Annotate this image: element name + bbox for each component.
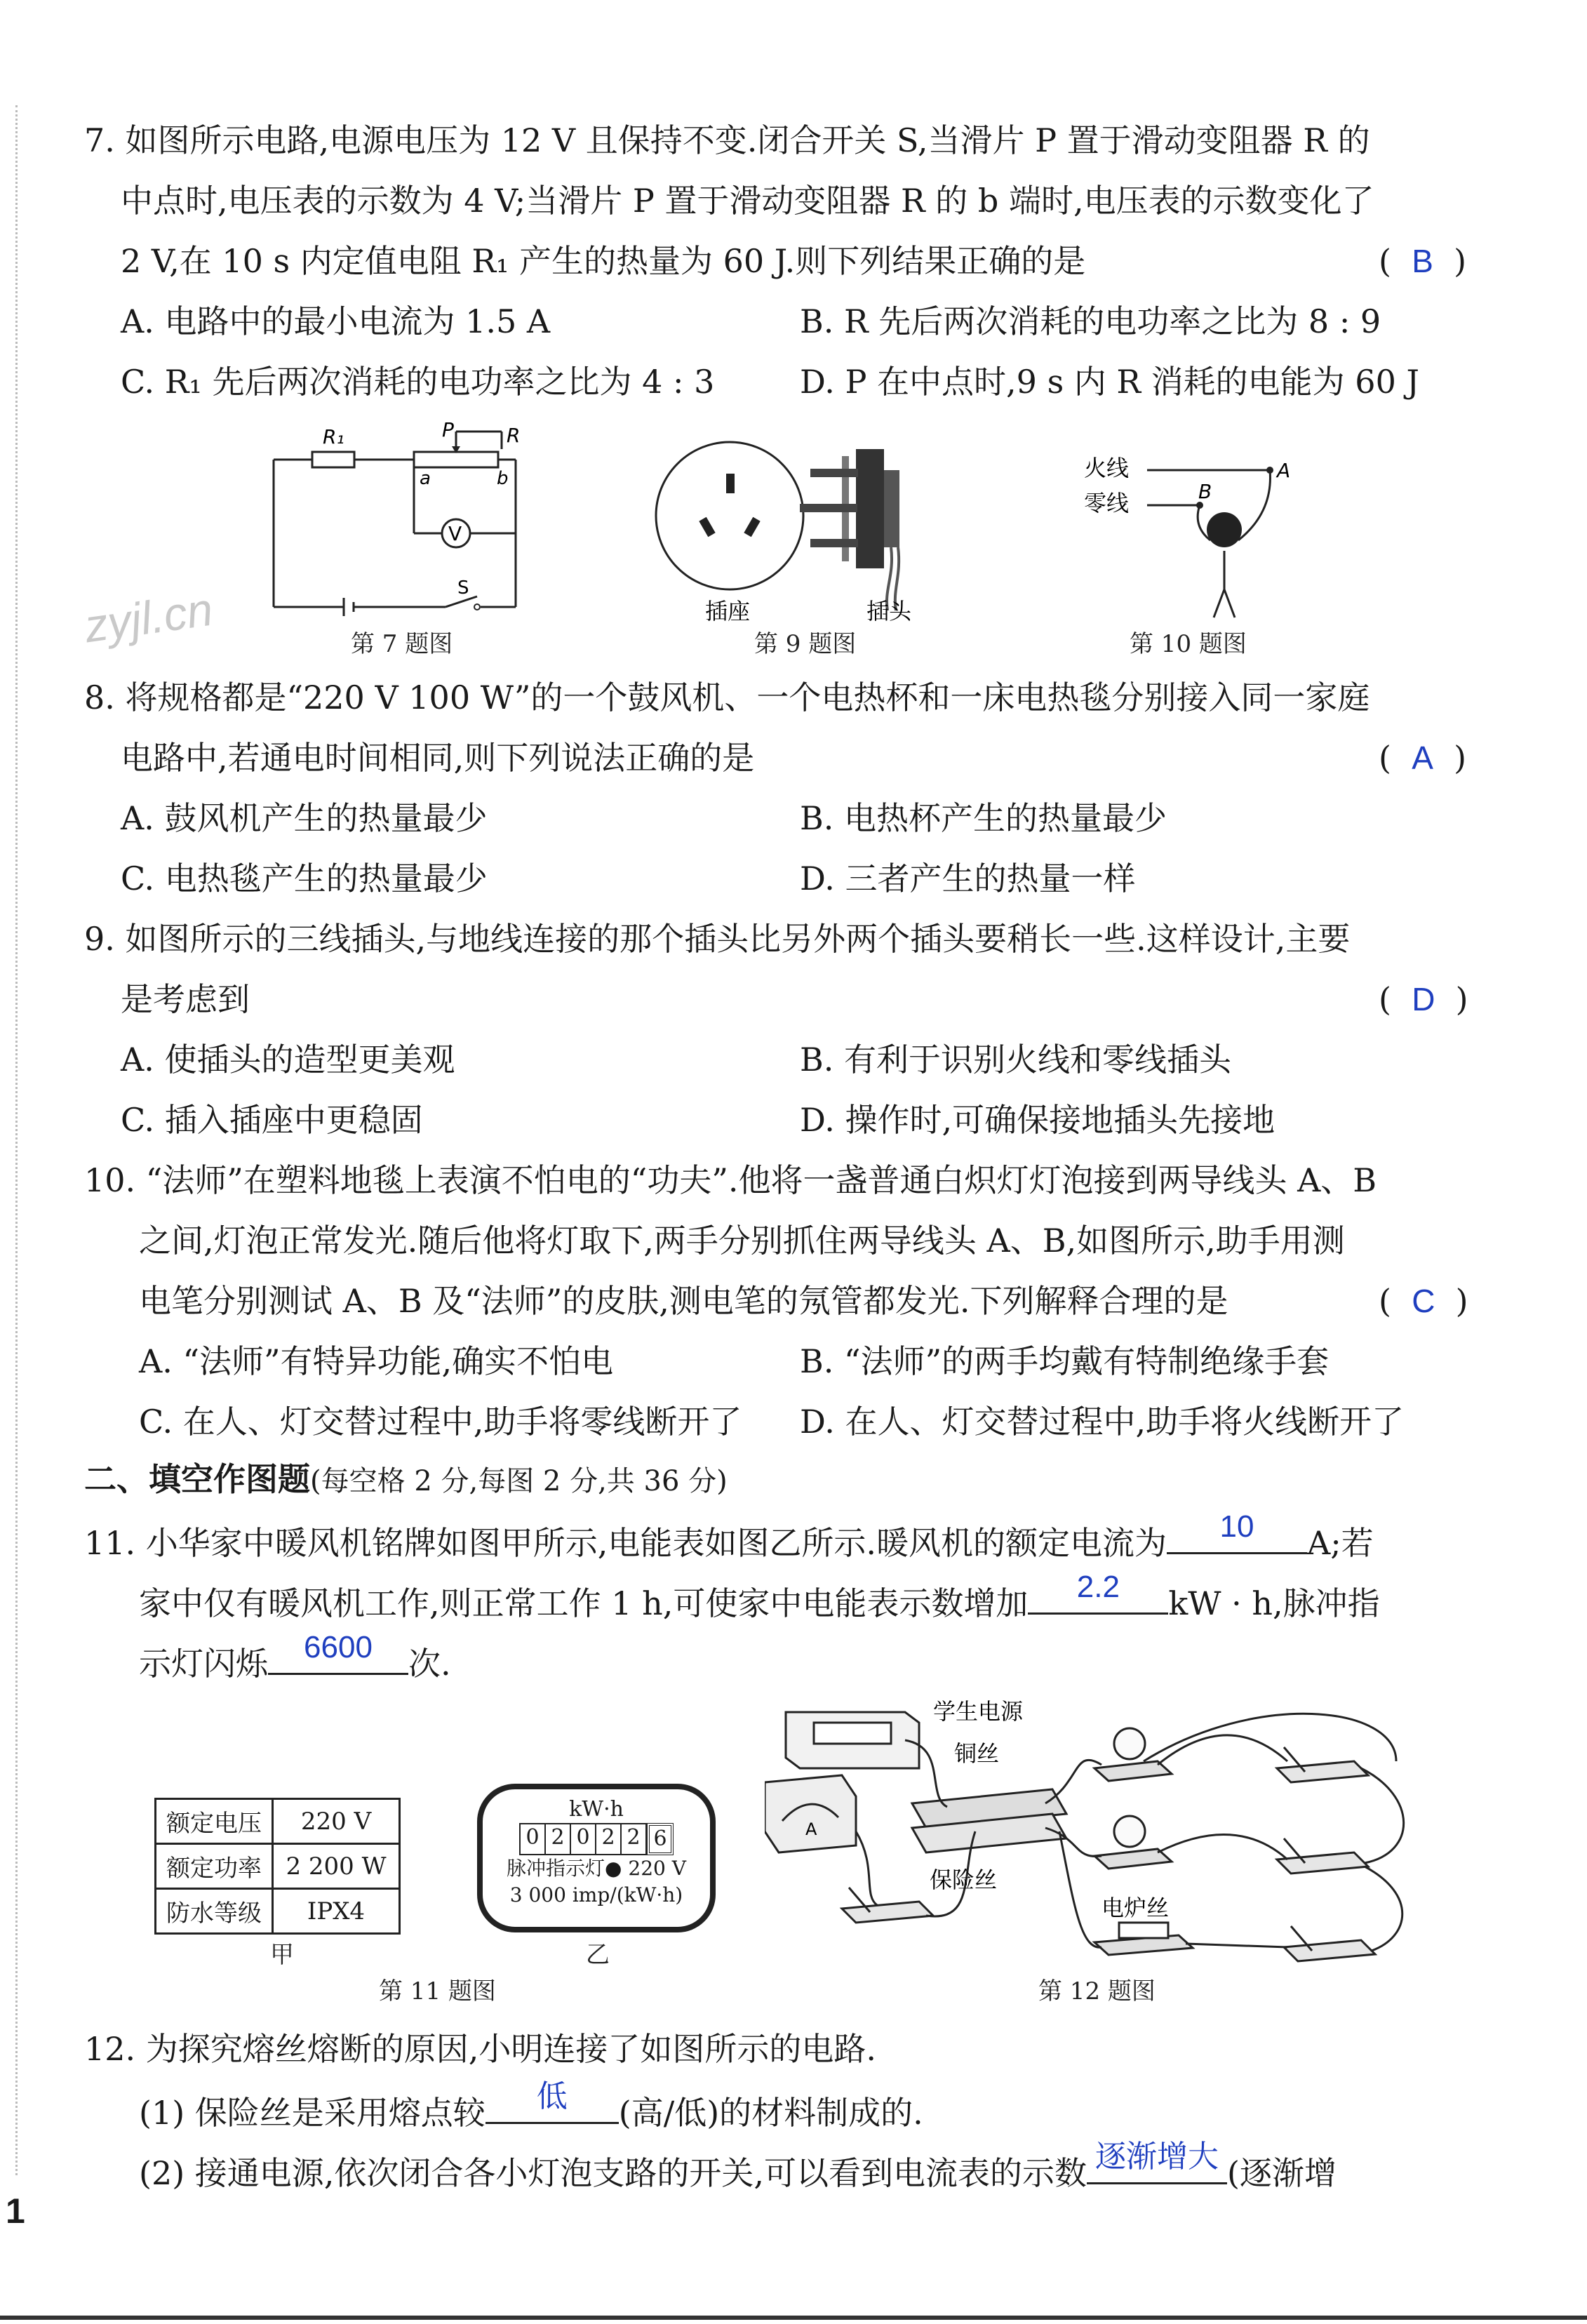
q12-answer-2: 逐渐增大 [1095,2139,1219,2174]
q12-blank-2[interactable] [1087,2139,1227,2184]
margin-dotted-line [15,105,18,2175]
fig10-neutral-label: 零线 [1084,490,1130,516]
q11-text-3a: 示灯闪烁 [139,1645,268,1683]
q12-part2-text-b: (逐渐增 [1227,2154,1337,2192]
fig10-a-label: A [1277,459,1291,482]
q8-answer: A [1412,740,1433,776]
q11-text-1b: A;若 [1307,1524,1374,1562]
q10-answer-bracket: ( C ) [1379,1282,1468,1320]
table-cell: IPX4 [273,1889,400,1934]
q12-blank-1[interactable] [486,2079,619,2124]
q9-line1: 9. 如图所示的三线插头,与地线连接的那个插头比另外两个插头要稍长一些.这样设计,主要 [84,920,1351,958]
q12-part1-text-b: (高/低)的材料制成的. [618,2094,923,2132]
fig9-plug-label: 插头 [866,598,912,625]
q9-option-c: C. 插入插座中更稳固 [121,1101,423,1139]
q7-line1: 7. 如图所示电路,电源电压为 12 V 且保持不变.闭合开关 S,当滑片 P 置于滑动变阻器 R 的 [84,121,1370,159]
fig7-p-label: P [442,421,454,441]
fig12-copper-label: 铜丝 [954,1740,1000,1767]
q7-line2: 中点时,电压表的示数为 4 V;当滑片 P 置于滑动变阻器 R 的 b 端时,电压表的示数变化了 [121,182,1374,220]
meter-digit: 0 [519,1823,546,1855]
q7-option-a: A. 电路中的最小电流为 1.5 A [121,302,551,340]
table-row [156,1889,400,1934]
q8-line2: 电路中,若通电时间相同,则下列说法正确的是 [121,739,755,777]
fig11-yi-label: 乙 [586,1941,610,1969]
fig7-r1-label: R₁ [323,425,344,448]
q11-text-2a: 家中仅有暖风机工作,则正常工作 1 h,可使家中电能表示数增加 [139,1584,1029,1622]
fig12-fuse-label: 保险丝 [930,1866,998,1893]
q7-option-c: C. R₁ 先后两次消耗的电功率之比为 4 : 3 [121,363,715,401]
q12-part1 [139,2079,923,2134]
section2-title: 二、填空作图题 [84,1460,310,1498]
q7-answer: B [1412,243,1433,279]
fig7-r-label: R [507,424,521,447]
fig7-circuit [267,421,533,625]
q7-line3: 2 V,在 10 s 内定值电阻 R₁ 产生的热量为 60 J.则下列结果正确的是 [121,242,1086,280]
q12-answer-1: 低 [536,2079,568,2113]
meter-digit: 2 [622,1823,647,1855]
q7-option-b: B. R 先后两次消耗的电功率之比为 8 : 9 [800,302,1381,340]
fig9-socket-plug [652,435,961,625]
q11-text-3b: 次. [408,1645,451,1683]
table-cell: 220 V [273,1799,400,1844]
q10-option-c: C. 在人、灯交替过程中,助手将零线断开了 [139,1403,742,1441]
q7-option-d: D. P 在中点时,9 s 内 R 消耗的电能为 60 J [800,363,1419,401]
fig12-caption: 第 12 题图 [1038,1977,1156,2005]
fig12-power-label: 学生电源 [933,1698,1024,1725]
q8-option-c: C. 电热毯产生的热量最少 [121,860,488,897]
fig10-b-label: B [1198,480,1212,503]
q11-line3 [139,1630,451,1685]
q12-part1-text-a: (1) 保险丝是采用熔点较 [139,2094,486,2132]
q10-option-b: B. “法师”的两手均戴有特制绝缘手套 [800,1342,1330,1380]
socket-icon [656,442,803,589]
q9-option-d: D. 操作时,可确保接地插头先接地 [800,1101,1275,1139]
q12-part2 [139,2139,1337,2194]
table-row [156,1799,400,1844]
q12-part2-text-a: (2) 接通电源,依次闭合各小灯泡支路的开关,可以看到电流表的示数 [139,2154,1087,2192]
meter-digit: 2 [546,1823,571,1855]
fig10-live-label: 火线 [1084,455,1130,481]
plug-icon [800,449,899,610]
bottom-rule [0,2316,1587,2320]
meter-line1: 脉冲指示灯● 220 V [507,1857,686,1880]
fig9-caption: 第 9 题图 [754,630,857,658]
fig7-caption: 第 7 题图 [351,630,453,658]
q10-option-d: D. 在人、灯交替过程中,助手将火线断开了 [800,1403,1405,1441]
table-row [156,1844,400,1889]
fig7-s-label: S [457,577,469,599]
q11-answer-3: 6600 [304,1630,373,1664]
table-cell: 防水等级 [156,1889,273,1934]
fig12-heater-label: 电炉丝 [1101,1895,1170,1921]
table-cell: 额定功率 [156,1844,273,1889]
q10-line2: 之间,灯泡正常发光.随后他将灯取下,两手分别抓住两导线头 A、B,如图所示,助手用测 [139,1222,1345,1260]
fig9-socket-label: 插座 [705,598,751,625]
fig12-ammeter-label: A [805,1819,817,1839]
q9-option-b: B. 有利于识别火线和零线插头 [800,1041,1232,1078]
meter-digit: 2 [596,1823,622,1855]
q7-answer-bracket: ( B ) [1379,242,1467,280]
fig11-nameplate [154,1798,401,1935]
table-cell: 2 200 W [273,1844,400,1889]
q8-option-b: B. 电热杯产生的热量最少 [800,799,1167,837]
section2-heading [84,1458,728,1502]
q9-line2: 是考虑到 [121,980,250,1018]
table-cell: 额定电压 [156,1799,273,1844]
fig7-v-label: V [448,522,462,545]
q9-answer-bracket: ( D ) [1379,980,1468,1018]
meter-digits [493,1823,700,1855]
q11-answer-1: 10 [1219,1509,1254,1544]
fig12-apparatus [765,1691,1438,1972]
meter-digit: 6 [647,1823,674,1855]
q11-blank-1[interactable] [1167,1509,1307,1554]
person-head-icon [1207,512,1242,547]
q8-option-d: D. 三者产生的热量一样 [800,860,1136,897]
page-number: 1 [6,2191,25,2231]
q12-line1: 12. 为探究熔丝熔断的原因,小明连接了如图所示的电路. [84,2030,877,2068]
q8-answer-bracket: ( A ) [1379,739,1467,777]
q10-line1: 10. “法师”在塑料地毯上表演不怕电的“功夫”.他将一盏普通白炽灯灯泡接到两导线头 A、B [84,1161,1377,1199]
q8-line1: 8. 将规格都是“220 V 100 W”的一个鼓风机、一个电热杯和一床电热毯分别接入同一家庭 [84,679,1370,716]
meter-digit: 0 [571,1823,596,1855]
meter-line2: 3 000 imp/(kW·h) [509,1883,683,1906]
fig10-person-wires [1080,449,1305,625]
q9-option-a: A. 使插头的造型更美观 [121,1041,455,1078]
watermark: zyjl.cn [81,582,216,653]
q11-blank-3[interactable] [268,1630,408,1675]
q10-line3: 电笔分别测试 A、B 及“法师”的皮肤,测电笔的氖管都发光.下列解释合理的是 [139,1282,1228,1320]
q11-text-1a: 11. 小华家中暖风机铭牌如图甲所示,电能表如图乙所示.暖风机的额定电流为 [84,1524,1167,1562]
q9-answer: D [1412,981,1435,1017]
fig11-jia-label: 甲 [270,1941,294,1969]
q11-text-2b: kW · h,脉冲指 [1168,1584,1380,1622]
meter-unit: kW·h [569,1797,624,1822]
fig7-a-label: a [420,468,431,489]
q10-option-a: A. “法师”有特异功能,确实不怕电 [139,1342,614,1380]
q10-answer: C [1412,1283,1435,1319]
fig11-caption: 第 11 题图 [379,1977,496,2005]
section2-note: (每空格 2 分,每图 2 分,共 36 分) [310,1465,728,1497]
fig10-caption: 第 10 题图 [1130,630,1247,658]
fig11-energy-meter [477,1784,716,1932]
q11-line2 [139,1570,1380,1624]
q11-answer-2: 2.2 [1076,1570,1120,1604]
q8-option-a: A. 鼓风机产生的热量最少 [121,799,488,837]
q11-blank-2[interactable] [1028,1570,1168,1615]
fig7-b-label: b [497,468,509,489]
q11-line1 [84,1509,1374,1564]
